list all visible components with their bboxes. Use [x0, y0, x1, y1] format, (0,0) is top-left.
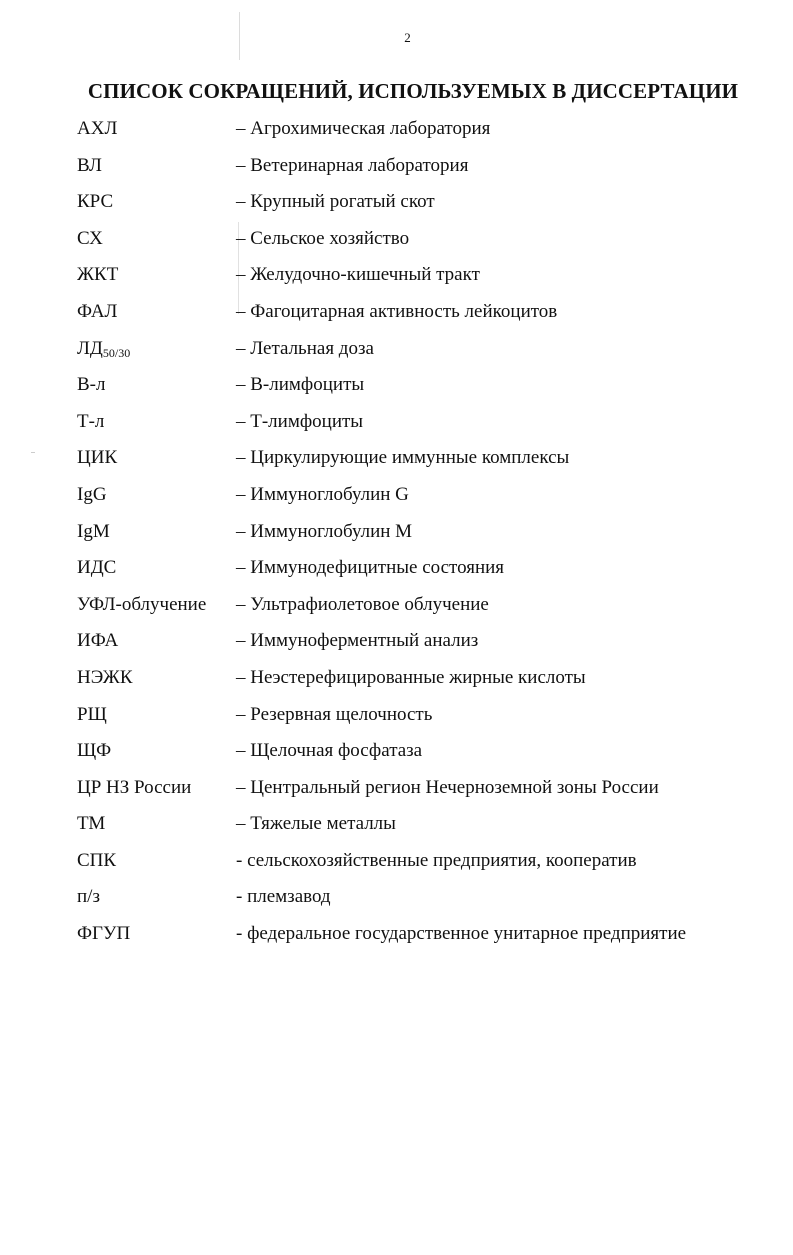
abbreviation-row — [77, 408, 777, 445]
abbreviation-term — [77, 408, 104, 436]
abbreviation-term — [77, 261, 118, 289]
abbreviation-term — [77, 152, 102, 180]
abbreviation-term — [77, 335, 130, 364]
abbreviation-term — [77, 627, 118, 655]
abbreviation-definition: – Сельское хозяйство — [236, 227, 410, 249]
abbreviation-term-text: СПК — [77, 849, 117, 871]
abbreviation-row — [77, 444, 777, 481]
abbreviation-definition: – Ветеринарная лаборатория — [236, 154, 469, 176]
abbreviation-row — [77, 627, 777, 664]
abbreviation-row — [77, 481, 777, 518]
abbreviation-row — [77, 883, 777, 920]
abbreviation-row — [77, 810, 777, 847]
abbreviation-definition: – Ультрафиолетовое облучение — [236, 593, 489, 615]
abbreviation-term-text: ТМ — [77, 813, 106, 835]
abbreviation-definition: – Тяжелые металлы — [236, 813, 396, 835]
abbreviation-definition: – Иммуноглобулин М — [236, 520, 413, 542]
abbreviation-definition: – Щелочная фосфатаза — [236, 740, 423, 762]
abbreviation-row — [77, 152, 777, 189]
abbreviation-term-text: НЭЖК — [77, 666, 133, 688]
abbreviation-definition: – Неэстерефицированные жирные кислоты — [236, 666, 586, 688]
abbreviation-subscript: 50/30 — [102, 345, 131, 360]
abbreviation-term — [77, 518, 110, 546]
abbreviation-row — [77, 554, 777, 591]
abbreviation-term-text: Т-л — [77, 410, 105, 432]
abbreviation-term — [77, 810, 105, 838]
abbreviation-term-text: ЖКТ — [77, 264, 119, 286]
abbreviation-row — [77, 518, 777, 555]
abbreviation-term — [77, 591, 206, 619]
abbreviation-term — [77, 481, 107, 509]
abbreviation-definition: – Иммунодефицитные состояния — [236, 557, 505, 579]
abbreviation-row — [77, 371, 777, 408]
abbreviation-term-text: ВЛ — [77, 154, 102, 176]
abbreviation-definition: – В-лимфоциты — [236, 374, 365, 396]
scan-mark-left — [31, 452, 35, 453]
abbreviation-term-text: ФГУП — [77, 923, 131, 945]
abbreviation-row — [77, 847, 777, 884]
abbreviation-definition: – Циркулирующие иммунные комплексы — [236, 447, 570, 469]
abbreviation-term — [77, 847, 116, 875]
abbreviation-list — [77, 115, 777, 957]
page-title: СПИСОК СОКРАЩЕНИЙ, ИСПОЛЬЗУЕМЫХ В ДИССЕРТАЦИИ — [87, 79, 739, 103]
abbreviation-definition: - сельскохозяйственные предприятия, кооператив — [236, 849, 637, 871]
abbreviation-term-text: АХЛ — [77, 118, 118, 139]
abbreviation-term-text: ФАЛ — [77, 300, 118, 322]
abbreviation-term — [77, 774, 191, 802]
abbreviation-term — [77, 737, 111, 765]
abbreviation-definition: – Желудочно-кишечный тракт — [236, 264, 480, 286]
abbreviation-definition: – Резервная щелочность — [236, 703, 433, 725]
abbreviation-row — [77, 188, 777, 225]
abbreviation-definition: – Т-лимфоциты — [236, 410, 364, 432]
abbreviation-term — [77, 664, 133, 692]
abbreviation-term — [77, 701, 107, 729]
abbreviation-term — [77, 883, 100, 911]
abbreviation-term-text: IgG — [77, 483, 107, 505]
abbreviation-term-text: ЦР НЗ России — [77, 776, 192, 798]
abbreviation-row — [77, 701, 777, 738]
abbreviation-term-text: В-л — [77, 374, 106, 396]
abbreviation-definition: – Летальная доза — [236, 337, 374, 359]
abbreviation-row — [77, 774, 777, 811]
abbreviation-row — [77, 261, 777, 298]
abbreviation-definition: – Иммуноглобулин G — [236, 483, 409, 505]
abbreviation-term-text: КРС — [77, 191, 114, 213]
abbreviation-term-text: ЩФ — [77, 740, 112, 762]
abbreviation-term-text: УФЛ-облучение — [77, 593, 207, 615]
abbreviation-row — [77, 225, 777, 262]
abbreviation-term — [77, 298, 117, 326]
abbreviation-definition: – Центральный регион Нечерноземной зоны России — [236, 776, 659, 798]
abbreviation-term-text: СХ — [77, 227, 103, 249]
abbreviation-term-text: ИФА — [77, 630, 119, 652]
abbreviation-term — [77, 188, 113, 216]
abbreviation-term — [77, 444, 117, 472]
abbreviation-row — [77, 737, 777, 774]
abbreviation-definition: – Агрохимическая лаборатория — [236, 118, 491, 139]
abbreviation-term-text: РЩ — [77, 703, 107, 725]
abbreviation-term — [77, 115, 117, 143]
page-number: 2 — [404, 30, 411, 45]
abbreviation-definition: - племзавод — [236, 886, 331, 908]
abbreviation-definition: - федеральное государственное унитарное предприятие — [236, 923, 687, 945]
abbreviation-term-text: ИДС — [77, 557, 117, 579]
abbreviation-term — [77, 225, 103, 253]
abbreviation-definition: – Фагоцитарная активность лейкоцитов — [236, 300, 558, 322]
abbreviation-term-text: п/з — [77, 886, 100, 908]
abbreviation-term — [77, 920, 130, 948]
abbreviation-term — [77, 554, 116, 582]
abbreviation-term-text: ЦИК — [77, 447, 118, 469]
abbreviation-term-text: ЛД — [77, 337, 103, 359]
abbreviation-definition: – Иммуноферментный анализ — [236, 630, 479, 652]
abbreviation-row — [77, 115, 777, 152]
abbreviation-term-text: IgM — [77, 520, 110, 542]
abbreviation-row — [77, 591, 777, 628]
abbreviation-row — [77, 920, 777, 957]
abbreviation-row — [77, 335, 777, 372]
abbreviation-row — [77, 298, 777, 335]
abbreviation-definition: – Крупный рогатый скот — [236, 191, 435, 213]
abbreviation-term — [77, 371, 105, 399]
abbreviation-row — [77, 664, 777, 701]
